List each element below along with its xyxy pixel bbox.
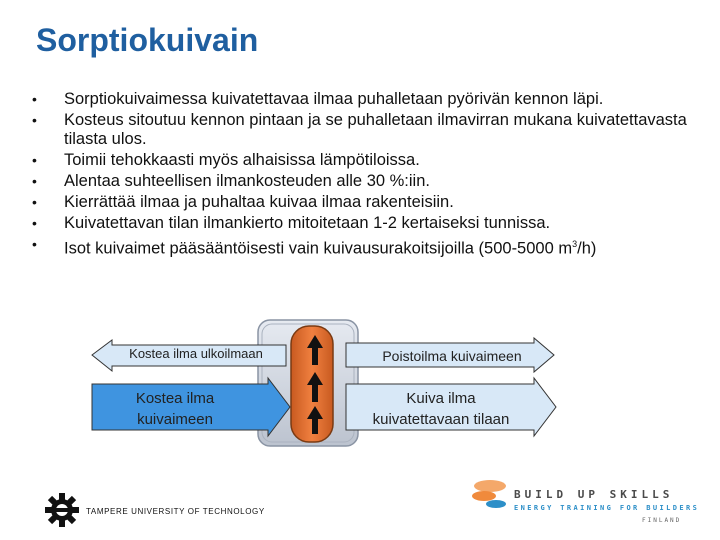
logo-line-2: ENERGY TRAINING FOR BUILDERS bbox=[514, 504, 700, 512]
bullet-dot: • bbox=[32, 215, 37, 231]
logo-line-3: FINLAND bbox=[642, 517, 682, 524]
bullet-dot: • bbox=[32, 194, 37, 210]
bullet-text: Kierrättää ilmaa ja puhaltaa kuivaa ilmaa rakenteisiin. bbox=[64, 193, 454, 211]
label-exhaust: Poistoilma kuivaimeen bbox=[382, 348, 522, 364]
bullet-sup: 3 bbox=[572, 239, 578, 249]
label-moist-in-1: Kostea ilma bbox=[135, 390, 215, 407]
bullet-text: Kuivatettavan tilan ilmankierto mitoitetaan 1-2 kertaiseksi tunnissa. bbox=[64, 214, 551, 232]
slide-title: Sorptiokuivain bbox=[36, 22, 259, 58]
bullet-suffix: /h) bbox=[577, 239, 597, 258]
bullet-text: Sorptiokuivaimessa kuivatettavaa ilmaa puhalletaan pyörivän kennon läpi. bbox=[64, 90, 604, 108]
bullet-dot: • bbox=[32, 152, 37, 168]
bullet-dot: • bbox=[32, 91, 37, 107]
bullet-text: Kosteus sitoutuu kennon pintaan ja se puhalletaan ilmavirran mukana kuivatettavasta tilasta ulos. bbox=[64, 111, 687, 148]
bullet-dot: • bbox=[32, 173, 37, 189]
bullet-dot: • bbox=[32, 112, 37, 128]
bullet-text: Alentaa suhteellisen ilmankosteuden alle 30 %:iin. bbox=[64, 172, 430, 190]
bullet-text: Isot kuivaimet pääsääntöisesti vain kuivausurakoitsijoilla (500-5000 m bbox=[64, 239, 573, 258]
bullet-text: Toimii tehokkaasti myös alhaisissa lämpötiloissa. bbox=[64, 151, 420, 169]
label-dry-out-2: kuivatettavaan tilaan bbox=[372, 411, 510, 428]
university-name: TAMPERE UNIVERSITY OF TECHNOLOGY bbox=[86, 507, 265, 516]
build-up-skills-logo-icon bbox=[470, 478, 510, 512]
label-moist-in-2: kuivaimeen bbox=[137, 411, 213, 428]
logo-line-1: BUILD UP SKILLS bbox=[514, 488, 674, 501]
label-dry-out-1: Kuiva ilma bbox=[406, 390, 476, 407]
tut-logo-icon bbox=[44, 492, 80, 528]
bullet-dot: • bbox=[32, 236, 37, 252]
label-moist-out: Kostea ilma ulkoilmaan bbox=[129, 346, 263, 361]
